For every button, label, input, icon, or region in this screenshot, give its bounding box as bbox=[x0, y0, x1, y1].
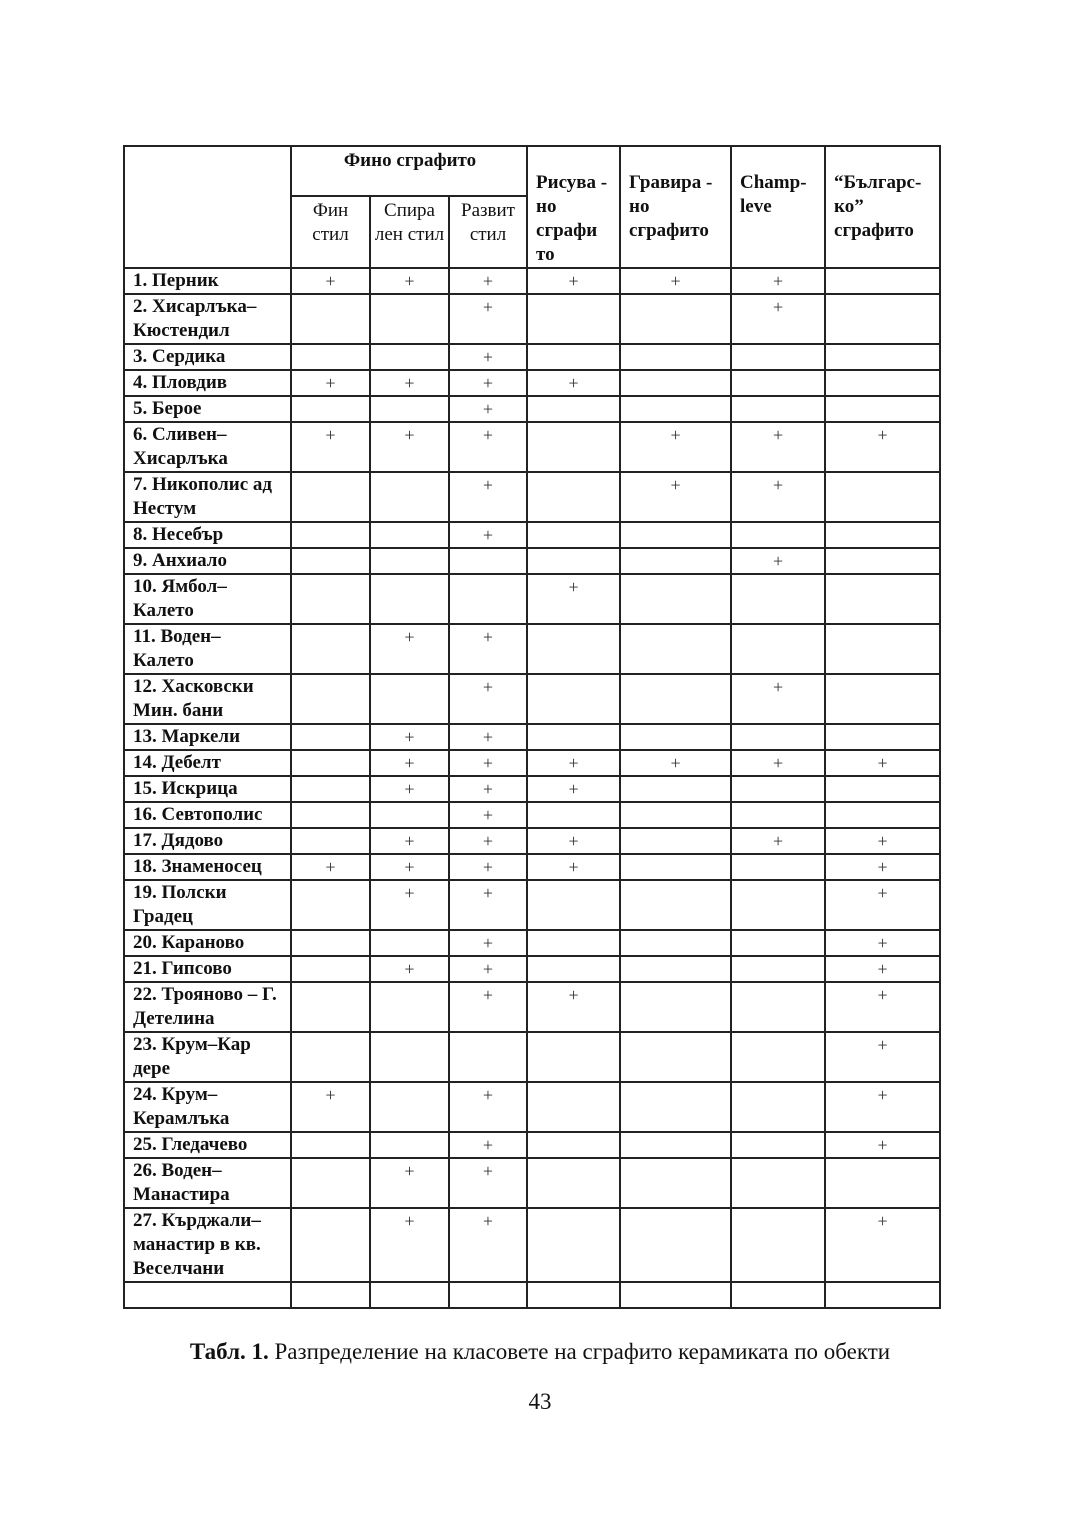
header-developed-style: Развит стил bbox=[449, 196, 527, 268]
site-name: 9. Анхиало bbox=[124, 548, 291, 574]
cell-spiral-style bbox=[370, 802, 449, 828]
cell-developed-style: + bbox=[449, 828, 527, 854]
table-row bbox=[124, 472, 940, 522]
cell-champleve bbox=[731, 930, 825, 956]
cell-spiral-style bbox=[370, 1082, 449, 1132]
cell-champleve bbox=[731, 982, 825, 1032]
cell-developed-style: + bbox=[449, 750, 527, 776]
cell-developed-style: + bbox=[449, 956, 527, 982]
cell-fine-style bbox=[291, 294, 370, 344]
cell-champleve: + bbox=[731, 422, 825, 472]
cell-champleve bbox=[731, 1208, 825, 1282]
cell-engraved bbox=[620, 1082, 731, 1132]
table-row bbox=[124, 1082, 940, 1132]
cell-painted bbox=[527, 1208, 620, 1282]
cell-engraved bbox=[620, 828, 731, 854]
cell-developed-style: + bbox=[449, 522, 527, 548]
cell-champleve bbox=[731, 574, 825, 624]
cell-painted: + bbox=[527, 370, 620, 396]
site-name: 7. Никополис ад Нестум bbox=[124, 472, 291, 522]
cell-developed-style bbox=[449, 1032, 527, 1082]
cell-spiral-style bbox=[370, 396, 449, 422]
cell-bulgarian: + bbox=[825, 1132, 940, 1158]
site-name: 12. Хасковски Мин. бани bbox=[124, 674, 291, 724]
site-name: 24. Крум– Керамлъка bbox=[124, 1082, 291, 1132]
cell-developed-style: + bbox=[449, 268, 527, 294]
cell-painted: + bbox=[527, 268, 620, 294]
cell-champleve bbox=[731, 880, 825, 930]
cell-developed-style: + bbox=[449, 930, 527, 956]
cell-fine-style: + bbox=[291, 1082, 370, 1132]
cell-bulgarian bbox=[825, 548, 940, 574]
cell-developed-style: + bbox=[449, 724, 527, 750]
cell-bulgarian: + bbox=[825, 982, 940, 1032]
cell-painted bbox=[527, 548, 620, 574]
cell-bulgarian bbox=[825, 522, 940, 548]
cell-fine-style: + bbox=[291, 268, 370, 294]
cell-developed-style: + bbox=[449, 294, 527, 344]
cell-painted bbox=[527, 522, 620, 548]
cell-fine-style bbox=[291, 1032, 370, 1082]
header-fine-style: Фин стил bbox=[291, 196, 370, 268]
cell-bulgarian bbox=[825, 294, 940, 344]
empty-cell bbox=[291, 1282, 370, 1308]
cell-spiral-style: + bbox=[370, 776, 449, 802]
cell-spiral-style bbox=[370, 548, 449, 574]
site-name: 17. Дядово bbox=[124, 828, 291, 854]
cell-bulgarian: + bbox=[825, 1032, 940, 1082]
table-row bbox=[124, 1208, 940, 1282]
cell-engraved: + bbox=[620, 422, 731, 472]
table-row bbox=[124, 1032, 940, 1082]
table-row bbox=[124, 776, 940, 802]
site-name: 18. Знаменосец bbox=[124, 854, 291, 880]
cell-champleve: + bbox=[731, 268, 825, 294]
cell-champleve: + bbox=[731, 828, 825, 854]
cell-engraved bbox=[620, 548, 731, 574]
site-name: 23. Крум–Кар дере bbox=[124, 1032, 291, 1082]
cell-bulgarian bbox=[825, 472, 940, 522]
site-name: 2. Хисарлъка– Кюстендил bbox=[124, 294, 291, 344]
cell-champleve bbox=[731, 1158, 825, 1208]
site-name: 19. Полски Градец bbox=[124, 880, 291, 930]
cell-spiral-style: + bbox=[370, 1208, 449, 1282]
table-row bbox=[124, 880, 940, 930]
cell-champleve bbox=[731, 1132, 825, 1158]
cell-fine-style bbox=[291, 396, 370, 422]
cell-engraved bbox=[620, 982, 731, 1032]
cell-painted bbox=[527, 1158, 620, 1208]
cell-developed-style: + bbox=[449, 776, 527, 802]
cell-painted bbox=[527, 396, 620, 422]
site-name: 5. Берое bbox=[124, 396, 291, 422]
cell-engraved bbox=[620, 956, 731, 982]
cell-engraved bbox=[620, 624, 731, 674]
table-row bbox=[124, 370, 940, 396]
cell-bulgarian: + bbox=[825, 828, 940, 854]
cell-developed-style: + bbox=[449, 1132, 527, 1158]
table-row bbox=[124, 802, 940, 828]
cell-bulgarian: + bbox=[825, 854, 940, 880]
cell-engraved: + bbox=[620, 268, 731, 294]
cell-developed-style: + bbox=[449, 422, 527, 472]
table-row bbox=[124, 930, 940, 956]
cell-engraved bbox=[620, 854, 731, 880]
cell-spiral-style bbox=[370, 574, 449, 624]
cell-bulgarian bbox=[825, 574, 940, 624]
cell-painted bbox=[527, 624, 620, 674]
site-name: 27. Кърджали– манастир в кв. Веселчани bbox=[124, 1208, 291, 1282]
cell-engraved bbox=[620, 802, 731, 828]
cell-painted: + bbox=[527, 574, 620, 624]
site-name: 8. Несебър bbox=[124, 522, 291, 548]
cell-fine-style bbox=[291, 574, 370, 624]
table-row bbox=[124, 522, 940, 548]
cell-champleve bbox=[731, 624, 825, 674]
cell-spiral-style: + bbox=[370, 1158, 449, 1208]
empty-cell bbox=[527, 1282, 620, 1308]
cell-developed-style: + bbox=[449, 1208, 527, 1282]
header-corner-cell bbox=[124, 146, 291, 268]
cell-spiral-style: + bbox=[370, 956, 449, 982]
cell-spiral-style bbox=[370, 472, 449, 522]
cell-engraved bbox=[620, 1032, 731, 1082]
cell-painted bbox=[527, 956, 620, 982]
page-number: 43 bbox=[528, 1389, 552, 1414]
cell-fine-style bbox=[291, 472, 370, 522]
cell-developed-style: + bbox=[449, 370, 527, 396]
cell-painted bbox=[527, 344, 620, 370]
cell-bulgarian bbox=[825, 724, 940, 750]
cell-fine-style bbox=[291, 522, 370, 548]
cell-painted: + bbox=[527, 776, 620, 802]
cell-engraved bbox=[620, 522, 731, 548]
cell-developed-style bbox=[449, 548, 527, 574]
cell-fine-style bbox=[291, 880, 370, 930]
site-name: 26. Воден– Манастира bbox=[124, 1158, 291, 1208]
header-row-1 bbox=[124, 146, 940, 196]
cell-engraved bbox=[620, 776, 731, 802]
cell-bulgarian bbox=[825, 370, 940, 396]
cell-engraved bbox=[620, 294, 731, 344]
empty-cell bbox=[731, 1282, 825, 1308]
cell-engraved bbox=[620, 396, 731, 422]
cell-champleve bbox=[731, 1082, 825, 1132]
table-row bbox=[124, 982, 940, 1032]
table-body bbox=[124, 268, 940, 1308]
cell-spiral-style bbox=[370, 344, 449, 370]
table-row bbox=[124, 828, 940, 854]
cell-bulgarian bbox=[825, 1158, 940, 1208]
cell-developed-style: + bbox=[449, 982, 527, 1032]
cell-bulgarian: + bbox=[825, 1082, 940, 1132]
cell-engraved bbox=[620, 574, 731, 624]
cell-bulgarian bbox=[825, 776, 940, 802]
cell-fine-style: + bbox=[291, 854, 370, 880]
table-row bbox=[124, 674, 940, 724]
cell-bulgarian bbox=[825, 268, 940, 294]
cell-champleve bbox=[731, 776, 825, 802]
cell-engraved bbox=[620, 1208, 731, 1282]
cell-spiral-style: + bbox=[370, 854, 449, 880]
table-row bbox=[124, 396, 940, 422]
site-name: 15. Искрица bbox=[124, 776, 291, 802]
cell-painted bbox=[527, 802, 620, 828]
cell-champleve: + bbox=[731, 674, 825, 724]
cell-painted: + bbox=[527, 828, 620, 854]
cell-spiral-style: + bbox=[370, 268, 449, 294]
cell-fine-style bbox=[291, 982, 370, 1032]
cell-fine-style bbox=[291, 750, 370, 776]
table-row bbox=[124, 422, 940, 472]
cell-engraved bbox=[620, 930, 731, 956]
site-name: 16. Севтополис bbox=[124, 802, 291, 828]
cell-painted bbox=[527, 1132, 620, 1158]
table-row bbox=[124, 956, 940, 982]
cell-spiral-style bbox=[370, 294, 449, 344]
cell-painted bbox=[527, 422, 620, 472]
cell-bulgarian bbox=[825, 344, 940, 370]
table-row bbox=[124, 294, 940, 344]
caption-text: Разпределение на класовете на сграфито керамиката по обекти bbox=[268, 1339, 891, 1364]
site-name: 3. Сердика bbox=[124, 344, 291, 370]
cell-spiral-style bbox=[370, 982, 449, 1032]
cell-fine-style bbox=[291, 624, 370, 674]
cell-champleve bbox=[731, 802, 825, 828]
cell-champleve bbox=[731, 396, 825, 422]
cell-fine-style bbox=[291, 724, 370, 750]
cell-spiral-style bbox=[370, 522, 449, 548]
cell-bulgarian bbox=[825, 674, 940, 724]
cell-fine-style: + bbox=[291, 370, 370, 396]
cell-developed-style: + bbox=[449, 472, 527, 522]
cell-developed-style: + bbox=[449, 624, 527, 674]
table-row bbox=[124, 1132, 940, 1158]
cell-developed-style bbox=[449, 574, 527, 624]
cell-developed-style: + bbox=[449, 344, 527, 370]
cell-champleve bbox=[731, 370, 825, 396]
cell-spiral-style: + bbox=[370, 750, 449, 776]
table-row bbox=[124, 724, 940, 750]
cell-champleve bbox=[731, 522, 825, 548]
table-row bbox=[124, 750, 940, 776]
table-row bbox=[124, 268, 940, 294]
empty-cell bbox=[620, 1282, 731, 1308]
site-name: 20. Караново bbox=[124, 930, 291, 956]
cell-painted bbox=[527, 294, 620, 344]
site-name: 14. Дебелт bbox=[124, 750, 291, 776]
cell-painted: + bbox=[527, 750, 620, 776]
empty-cell bbox=[449, 1282, 527, 1308]
cell-spiral-style: + bbox=[370, 724, 449, 750]
cell-fine-style bbox=[291, 930, 370, 956]
cell-bulgarian: + bbox=[825, 422, 940, 472]
cell-bulgarian: + bbox=[825, 750, 940, 776]
cell-fine-style bbox=[291, 1158, 370, 1208]
cell-painted bbox=[527, 1032, 620, 1082]
cell-painted bbox=[527, 472, 620, 522]
cell-painted bbox=[527, 930, 620, 956]
cell-painted bbox=[527, 724, 620, 750]
cell-fine-style bbox=[291, 802, 370, 828]
table-caption bbox=[0, 1338, 1080, 1366]
sites-graffito-table bbox=[123, 145, 941, 1309]
cell-painted bbox=[527, 880, 620, 930]
cell-bulgarian bbox=[825, 624, 940, 674]
site-name: 11. Воден– Калето bbox=[124, 624, 291, 674]
cell-developed-style: + bbox=[449, 1158, 527, 1208]
cell-fine-style bbox=[291, 1132, 370, 1158]
header-painted-graffito: Рисува - но сграфи то bbox=[527, 146, 620, 268]
header-engraved-graffito: Гравира - но сграфито bbox=[620, 146, 731, 268]
table-row bbox=[124, 574, 940, 624]
header-champleve: Champ- leve bbox=[731, 146, 825, 268]
cell-fine-style bbox=[291, 548, 370, 574]
cell-spiral-style bbox=[370, 1032, 449, 1082]
cell-developed-style: + bbox=[449, 802, 527, 828]
cell-bulgarian bbox=[825, 802, 940, 828]
site-name: 10. Ямбол– Калето bbox=[124, 574, 291, 624]
cell-painted bbox=[527, 674, 620, 724]
cell-bulgarian bbox=[825, 396, 940, 422]
cell-champleve: + bbox=[731, 750, 825, 776]
cell-fine-style: + bbox=[291, 422, 370, 472]
cell-developed-style: + bbox=[449, 674, 527, 724]
empty-cell bbox=[825, 1282, 940, 1308]
caption-label: Табл. 1. bbox=[189, 1339, 269, 1364]
cell-fine-style bbox=[291, 956, 370, 982]
cell-spiral-style bbox=[370, 1132, 449, 1158]
cell-champleve bbox=[731, 854, 825, 880]
cell-spiral-style: + bbox=[370, 370, 449, 396]
header-fine-graffito: Фино сграфито bbox=[291, 146, 527, 196]
table-row bbox=[124, 344, 940, 370]
cell-engraved bbox=[620, 1158, 731, 1208]
site-name: 22. Трояново – Г. Детелина bbox=[124, 982, 291, 1032]
site-name: 4. Пловдив bbox=[124, 370, 291, 396]
cell-painted: + bbox=[527, 982, 620, 1032]
cell-fine-style bbox=[291, 344, 370, 370]
cell-spiral-style: + bbox=[370, 828, 449, 854]
site-name: 21. Гипсово bbox=[124, 956, 291, 982]
cell-fine-style bbox=[291, 1208, 370, 1282]
site-name: 6. Сливен– Хисарлъка bbox=[124, 422, 291, 472]
cell-engraved: + bbox=[620, 750, 731, 776]
cell-spiral-style bbox=[370, 930, 449, 956]
cell-champleve: + bbox=[731, 472, 825, 522]
empty-cell bbox=[124, 1282, 291, 1308]
header-bulgarian-graffito: “Българс- ко” сграфито bbox=[825, 146, 940, 268]
site-name: 1. Перник bbox=[124, 268, 291, 294]
cell-engraved bbox=[620, 674, 731, 724]
cell-champleve bbox=[731, 344, 825, 370]
cell-engraved: + bbox=[620, 472, 731, 522]
empty-cell bbox=[370, 1282, 449, 1308]
site-name: 13. Маркели bbox=[124, 724, 291, 750]
cell-champleve: + bbox=[731, 294, 825, 344]
cell-bulgarian: + bbox=[825, 1208, 940, 1282]
cell-painted: + bbox=[527, 854, 620, 880]
cell-fine-style bbox=[291, 828, 370, 854]
cell-champleve bbox=[731, 1032, 825, 1082]
cell-engraved bbox=[620, 1132, 731, 1158]
cell-painted bbox=[527, 1082, 620, 1132]
table-row bbox=[124, 1158, 940, 1208]
table-row bbox=[124, 624, 940, 674]
table-row bbox=[124, 548, 940, 574]
cell-fine-style bbox=[291, 674, 370, 724]
cell-engraved bbox=[620, 724, 731, 750]
cell-engraved bbox=[620, 344, 731, 370]
cell-engraved bbox=[620, 880, 731, 930]
empty-table-row bbox=[124, 1282, 940, 1308]
cell-champleve bbox=[731, 956, 825, 982]
cell-spiral-style: + bbox=[370, 624, 449, 674]
cell-bulgarian: + bbox=[825, 930, 940, 956]
cell-developed-style: + bbox=[449, 880, 527, 930]
cell-champleve: + bbox=[731, 548, 825, 574]
cell-bulgarian: + bbox=[825, 880, 940, 930]
site-name: 25. Гледачево bbox=[124, 1132, 291, 1158]
cell-bulgarian: + bbox=[825, 956, 940, 982]
cell-champleve bbox=[731, 724, 825, 750]
table-row bbox=[124, 854, 940, 880]
header-spiral-style: Спира лен стил bbox=[370, 196, 449, 268]
cell-developed-style: + bbox=[449, 396, 527, 422]
cell-fine-style bbox=[291, 776, 370, 802]
cell-developed-style: + bbox=[449, 1082, 527, 1132]
cell-spiral-style: + bbox=[370, 880, 449, 930]
cell-engraved bbox=[620, 370, 731, 396]
cell-spiral-style: + bbox=[370, 422, 449, 472]
cell-spiral-style bbox=[370, 674, 449, 724]
cell-developed-style: + bbox=[449, 854, 527, 880]
